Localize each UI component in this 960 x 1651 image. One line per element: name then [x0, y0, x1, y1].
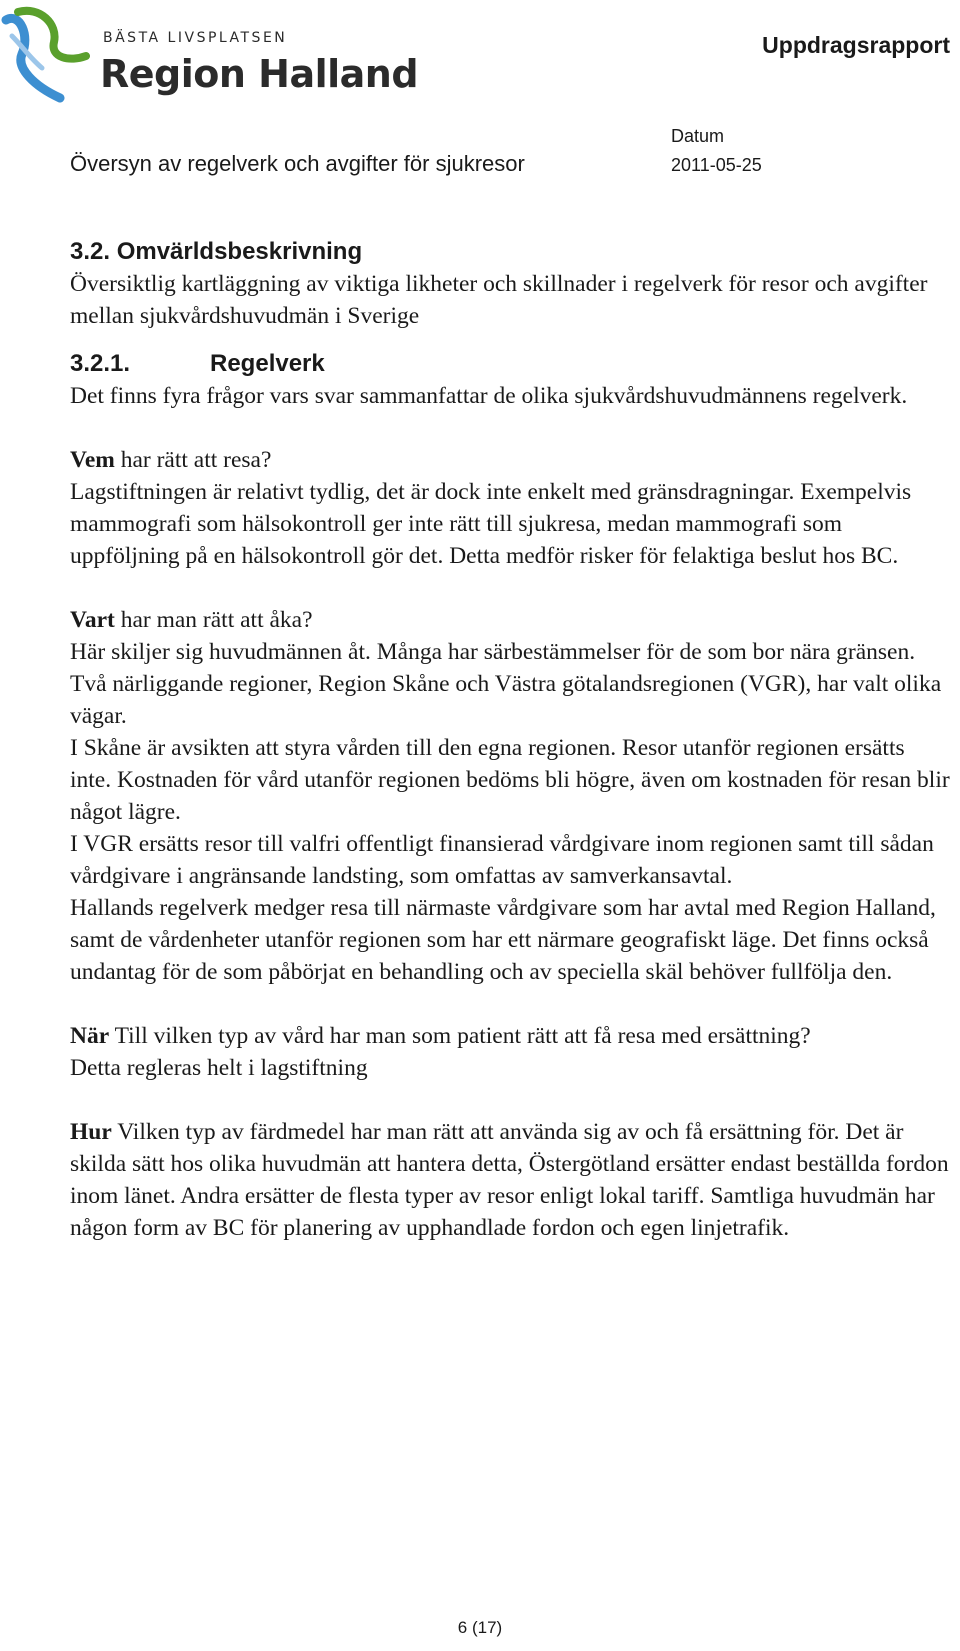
region-halland-logo [0, 0, 440, 110]
region-halland-emblem-icon [0, 6, 95, 106]
document-type: Uppdragsrapport [762, 32, 950, 58]
hur-paragraph [70, 1116, 950, 1244]
vem-keyword: Vem [70, 447, 115, 473]
nar-paragraph: Detta regleras helt i lagstiftning [70, 1055, 368, 1081]
vem-question [70, 444, 950, 476]
vem-question-text: har rätt att resa? [114, 447, 272, 473]
vart-question [70, 604, 950, 636]
hur-text: Vilken typ av färdmedel har man rätt att använda sig av och få ersättning för. Det är skilda sätt hos olika huvudmän att hantera detta, Östergötland ersätter endast beställda fordon inom länet. Andra ersätter de flesta typer av resor enligt lokal tariff. Samtliga huvudmän har någon form av BC för planering av upphandlade fordon och egen linjetrafik. [70, 1119, 949, 1241]
subsection-title: Regelverk [210, 350, 325, 377]
date-label: Datum [671, 126, 725, 146]
logo-tagline: BÄSTA LIVSPLATSEN [103, 30, 288, 46]
vart-paragraph-3: I VGR ersätts resor till valfri offentligt finansierad vårdgivare inom regionen samt till sådan vårdgivare i angränsande landsting, som omfattas av samverkansavtal. [70, 831, 934, 889]
vart-paragraph-2: I Skåne är avsikten att styra vården till den egna regionen. Resor utanför regionen ersätts inte. Kostnaden för vård utanför regionen bedöms bli högre, även om kostnaden för resan blir något lägre. [70, 735, 950, 825]
nar-keyword: När [70, 1023, 110, 1049]
subsection-heading [70, 348, 950, 380]
subsection-number: 3.2.1. [70, 350, 131, 377]
document-title: Översyn av regelverk och avgifter för sjukresor [70, 151, 525, 176]
document-body [70, 236, 950, 1244]
vart-paragraph-1: Här skiljer sig huvudmännen åt. Många har särbestämmelser för de som bor nära gränsen. Två närliggande regioner, Region Skåne och Västra götalandsregionen (VGR), har valt olika vägar. [70, 639, 942, 729]
vart-keyword: Vart [70, 607, 115, 633]
vart-question-text: har man rätt att åka? [114, 607, 313, 633]
date-value: 2011-05-25 [671, 155, 762, 175]
hur-keyword: Hur [70, 1119, 112, 1145]
vem-paragraph: Lagstiftningen är relativt tydlig, det är dock inte enkelt med gränsdragningar. Exempelvis mammografi som hälsokontroll ger inte rätt till sjukresa, medan mammografi som uppföljning på en hälsokontroll gör det. Detta medför risker för felaktiga beslut hos BC. [70, 479, 912, 569]
vart-paragraph-4: Hallands regelverk medger resa till närmaste vårdgivare som har avtal med Region Halland, samt de vårdenheter utanför regionen som har ett närmare geografiskt läge. Det finns också undantag för de som påbörjat en behandling och av speciella skäl behöver fullfölja den. [70, 895, 936, 985]
section-heading: 3.2. Omvärldsbeskrivning [70, 238, 363, 265]
page-number: 6 (17) [457, 1618, 503, 1637]
subsection-intro: Det finns fyra frågor vars svar sammanfattar de olika sjukvårdshuvudmännens regelverk. [70, 383, 908, 409]
logo-name: Region Halland [100, 52, 419, 96]
nar-question [70, 1020, 950, 1052]
section-intro: Översiktlig kartläggning av viktiga likheter och skillnader i regelverk för resor och avgifter mellan sjukvårdshuvudmän i Sverige [70, 271, 928, 329]
nar-question-text: Till vilken typ av vård har man som patient rätt att få resa med ersättning? [109, 1023, 811, 1049]
